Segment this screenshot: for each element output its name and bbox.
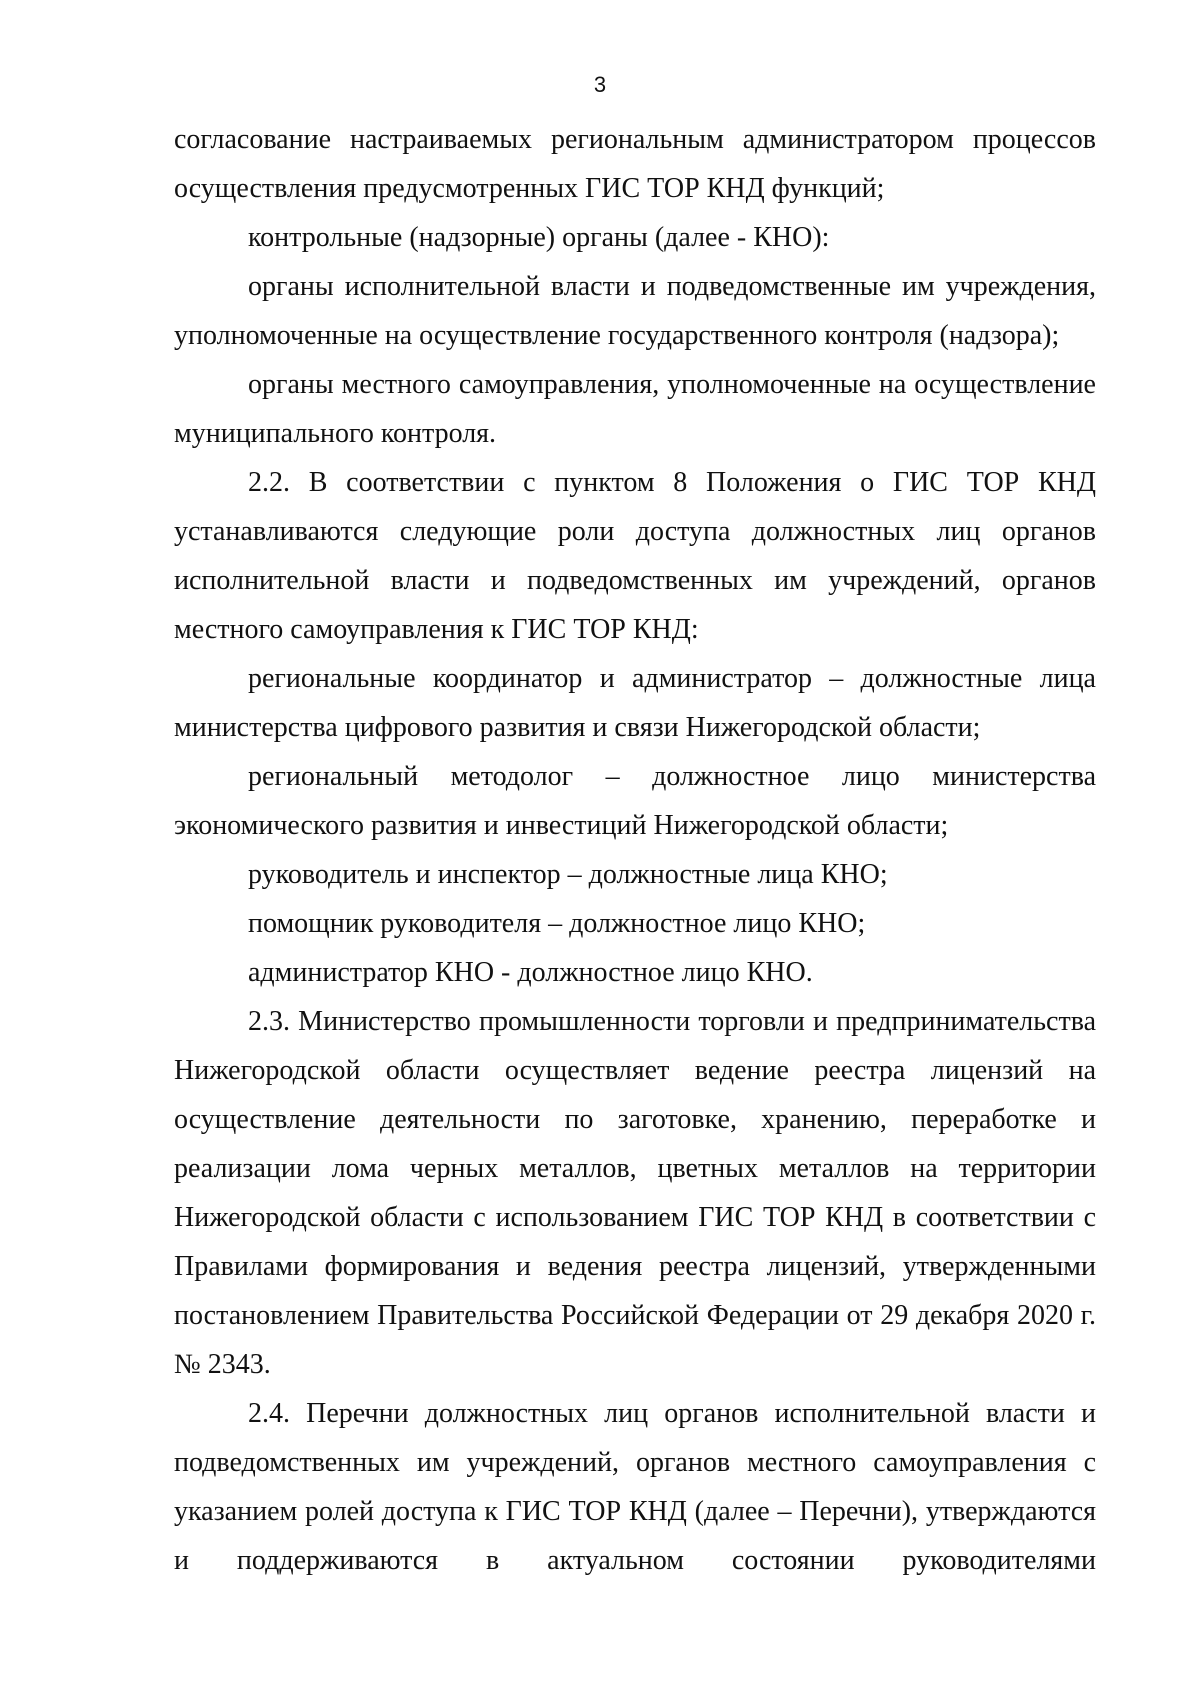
paragraph-approval-processes: согласование настраиваемых региональным администратором процессов осуществления предусмотренных ГИС ТОР КНД функций;: [174, 124, 1096, 204]
paragraph-kno-definition: контрольные (надзорные) органы (далее - КНО):: [248, 222, 830, 253]
paragraph-assistant-head: помощник руководителя – должностное лицо КНО;: [248, 908, 866, 939]
paragraph-executive-bodies: органы исполнительной власти и подведомственные им учреждения, уполномоченные на осуществление государственного контроля (надзора);: [174, 271, 1096, 351]
page-number: 3: [593, 72, 607, 97]
paragraph-2-4-official-lists: 2.4. Перечни должностных лиц органов исполнительной власти и подведомственных им учреждений, органов местного самоуправления с указанием ролей доступа к ГИС ТОР КНД (далее – Перечни), утверждаются и поддерживаются в актуальном состоянии руководителями: [174, 1398, 1096, 1576]
paragraph-local-government: органы местного самоуправления, уполномоченные на осуществление муниципального контроля.: [174, 369, 1096, 449]
paragraph-regional-coordinator: региональные координатор и администратор – должностные лица министерства цифрового развития и связи Нижегородской области;: [174, 663, 1096, 743]
paragraph-2-2-access-roles: 2.2. В соответствии с пунктом 8 Положения о ГИС ТОР КНД устанавливаются следующие роли доступа должностных лиц органов исполнительной власти и подведомственных им учреждений, органов местного самоуправления к ГИС ТОР КНД:: [174, 467, 1096, 645]
document-body: [174, 115, 1096, 1585]
paragraph-regional-methodologist: региональный методолог – должностное лицо министерства экономического развития и инвестиций Нижегородской области;: [174, 761, 1096, 841]
paragraph-head-inspector: руководитель и инспектор – должностные лица КНО;: [248, 859, 888, 890]
paragraph-kno-administrator: администратор КНО - должностное лицо КНО.: [248, 957, 813, 988]
paragraph-2-3-license-registry: 2.3. Министерство промышленности торговли и предпринимательства Нижегородской области осуществляет ведение реестра лицензий на осуществление деятельности по заготовке, хранению, переработке и реализации лома черных металлов, цветных металлов на территории Нижегородской области с использованием ГИС ТОР КНД в соответствии с Правилами формирования и ведения реестра лицензий, утвержденными постановлением Правительства Российской Федерации от 29 декабря 2020 г. № 2343.: [174, 1006, 1096, 1380]
